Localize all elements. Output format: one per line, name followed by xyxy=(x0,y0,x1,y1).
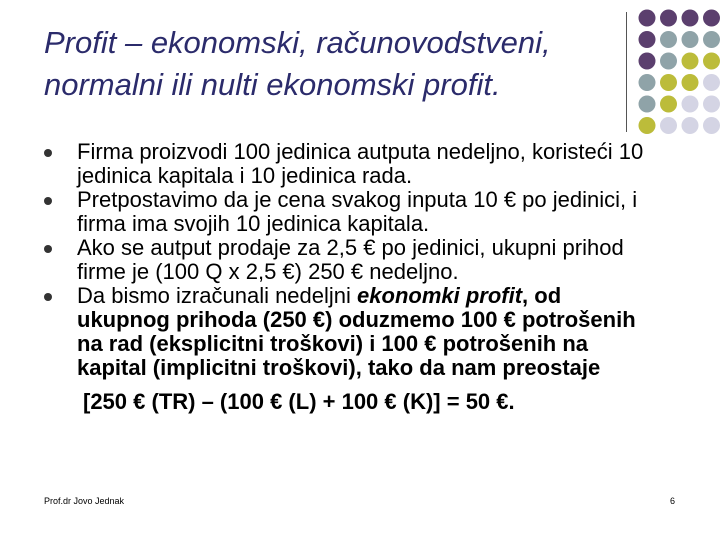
bullet-item-1 xyxy=(44,140,654,188)
bullet-text-bold: , od ukupnog prihoda (250 €) oduzmemo 100 € potrošenih na rad (eksplicitni troškovi) i 100 € potrošenih na kapital (implicitni troškovi), tako da nam preostaje xyxy=(77,283,636,380)
decorative-dot xyxy=(682,96,699,113)
title-line-1: Profit – ekonomski, računovodstveni, xyxy=(44,25,551,60)
bullet-item-4 xyxy=(44,284,654,414)
decorative-dot xyxy=(639,10,656,27)
bullet-dot-icon xyxy=(44,293,52,301)
bullet-item-2 xyxy=(44,188,654,236)
bullet-dot-icon xyxy=(44,245,52,253)
decorative-dot xyxy=(660,74,677,91)
decorative-dot xyxy=(639,96,656,113)
bullet-text: Ako se autput prodaje za 2,5 € po jedinici, ukupni prihod firme je (100 Q x 2,5 €) 250 € nedeljno. xyxy=(77,235,624,284)
decorative-dot xyxy=(639,53,656,70)
decorative-dot xyxy=(703,31,720,48)
decorative-dot xyxy=(639,31,656,48)
title-line-2: normalni ili nulti ekonomski profit. xyxy=(44,67,501,102)
decorative-dot xyxy=(660,53,677,70)
footer-author: Prof.dr Jovo Jednak xyxy=(44,496,125,506)
decorative-dot xyxy=(660,31,677,48)
decorative-dot xyxy=(703,96,720,113)
bullet-text-plain: Da bismo izračunali nedeljni xyxy=(77,283,358,308)
decorative-dot xyxy=(703,10,720,27)
decorative-dot xyxy=(682,53,699,70)
bullet-dot-icon xyxy=(44,197,52,205)
bullet-dot-icon xyxy=(44,149,52,157)
decorative-dot xyxy=(660,117,677,134)
decorative-dot xyxy=(639,74,656,91)
profit-formula: [250 € (TR) – (100 € (L) + 100 € (K)] = 50 €. xyxy=(83,389,515,414)
decorative-dot xyxy=(682,31,699,48)
bullet-text: Firma proizvodi 100 jedinica autputa nedeljno, koristeći 10 jedinica kapitala i 10 jedinica rada. xyxy=(77,139,644,188)
bullet-text: Pretpostavimo da je cena svakog inputa 10 € po jedinici, i firma ima svojih 10 jedinica kapitala. xyxy=(77,187,638,236)
decorative-dot-grid xyxy=(0,0,720,140)
bullet-emphasis: ekonomki profit xyxy=(357,283,523,308)
decorative-dot xyxy=(660,96,677,113)
decorative-dot xyxy=(639,117,656,134)
decorative-dot xyxy=(703,74,720,91)
decorative-dot xyxy=(682,74,699,91)
bullet-item-3 xyxy=(44,236,654,284)
decorative-dot xyxy=(703,117,720,134)
decorative-dot xyxy=(703,53,720,70)
decorative-dot xyxy=(660,10,677,27)
bullet-list xyxy=(44,140,654,414)
page-number: 6 xyxy=(670,496,676,506)
decorative-dot xyxy=(682,117,699,134)
decorative-dot xyxy=(682,10,699,27)
